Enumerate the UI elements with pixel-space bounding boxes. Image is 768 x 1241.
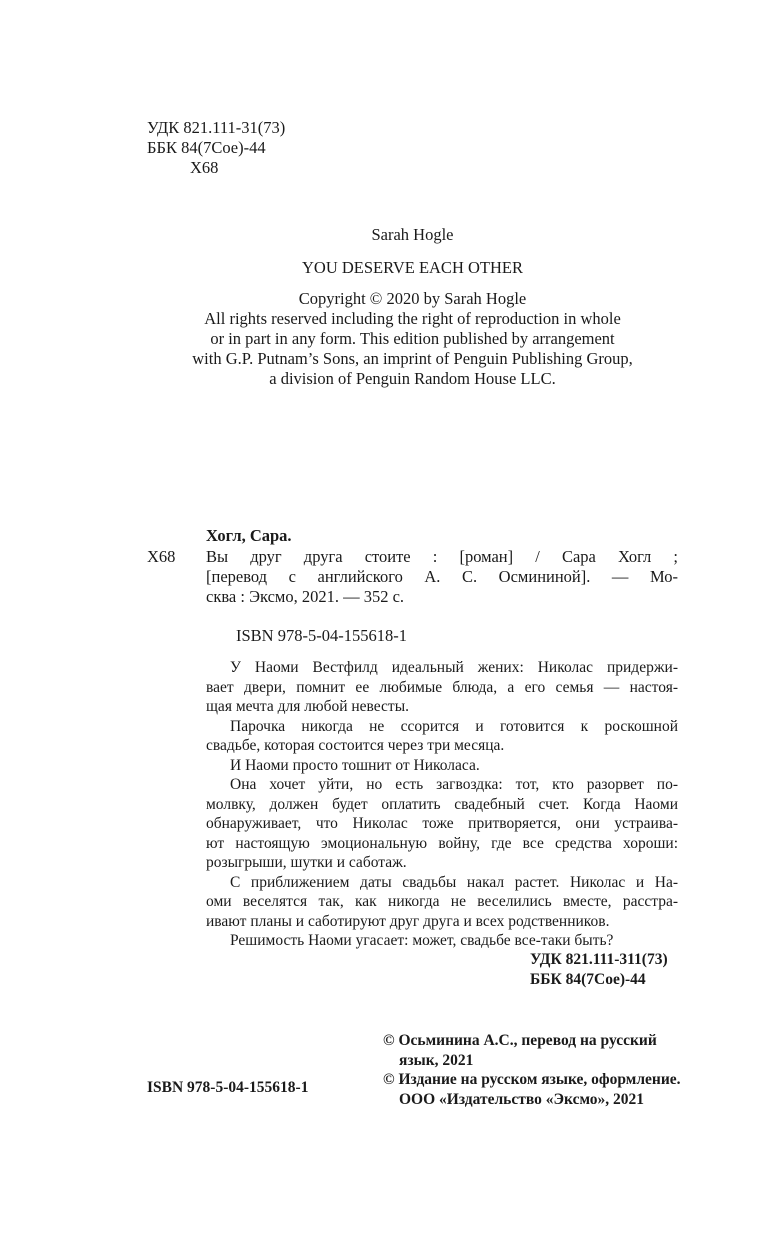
annotation-line: ивают планы и саботируют друг друга и всех родственников. <box>206 912 610 930</box>
copyright-line: with G.P. Putnam’s Sons, an imprint of Penguin Publishing Group, <box>192 349 633 368</box>
original-author: Sarah Hogle <box>371 225 454 244</box>
annotation-line: ют настоящую эмоциональную войну, где все средства хороши: <box>206 834 678 852</box>
annotation-paragraph <box>206 775 678 873</box>
catalog-author-mark: Х68 <box>147 547 176 566</box>
footer-copyright <box>383 1031 681 1109</box>
catalog-isbn: ISBN 978-5-04-155618-1 <box>236 626 407 645</box>
annotation-line: Она хочет уйти, но есть загвоздка: тот, кто разорвет по- <box>230 776 678 793</box>
bottom-classification <box>530 950 668 989</box>
annotation-line: свадьбе, которая состоится через три месяца. <box>206 737 505 754</box>
annotation-line: И Наоми просто тошнит от Николаса. <box>230 756 480 774</box>
annotation-line: Парочка никогда не ссорится и готовится к роскошной <box>230 717 678 735</box>
footer-copyright-line: ООО «Издательство «Эксмо», 2021 <box>399 1090 645 1108</box>
annotation-line: У Наоми Вестфилд идеальный жених: Николас придержи- <box>230 659 678 676</box>
original-title: YOU DESERVE EACH OTHER <box>302 258 523 277</box>
annotation-line: оми веселятся так, как никогда не веселились вместе, расстра- <box>206 893 678 910</box>
annotation-line: Решимость Наоми угасает: может, свадьбе все-таки быть? <box>230 932 614 949</box>
description-line: сква : Эксмо, 2021. — 352 с. <box>206 587 405 606</box>
annotation-line: розыгрыши, шутки и саботаж. <box>206 854 407 871</box>
bottom-bbk-code: ББК 84(7Сое)-44 <box>530 970 646 988</box>
annotation-line: обнаруживает, что Николас тоже притворяется, они устраива- <box>206 815 678 832</box>
description-line: Вы друг друга стоите : [роман] / Сара Хогл ; <box>206 547 678 566</box>
footer-isbn: ISBN 978-5-04-155618-1 <box>147 1079 309 1096</box>
footer-copyright-line: язык, 2021 <box>399 1051 474 1069</box>
copyright-line: Copyright © 2020 by Sarah Hogle <box>298 289 527 308</box>
copyright-line: a division of Penguin Random House LLC. <box>269 369 556 388</box>
annotation-line: С приближением даты свадьбы накал растет. Николас и На- <box>230 873 678 891</box>
copyright-notice <box>100 289 725 389</box>
annotation-line: вает двери, помнит ее любимые блюда, а его семья — настоя- <box>206 678 678 696</box>
footer-copyright-line: © Издание на русском языке, оформление. <box>383 1071 681 1088</box>
annotation-paragraph <box>206 658 678 717</box>
annotation-paragraph <box>206 717 678 756</box>
footer-copyright-line: © Осьминина А.С., перевод на русский <box>383 1032 657 1049</box>
bottom-udk-code: УДК 821.111-311(73) <box>530 951 668 968</box>
annotation-line: молвку, должен будет оплатить свадебный счет. Когда Наоми <box>206 795 678 813</box>
annotation <box>206 658 678 951</box>
annotation-paragraph <box>206 873 678 932</box>
copyright-line: All rights reserved including the right of reproduction in whole <box>204 309 621 328</box>
copyright-line: or in part in any form. This edition published by arrangement <box>210 329 615 348</box>
annotation-paragraph <box>206 931 678 951</box>
classification-block <box>147 118 285 178</box>
catalog-description <box>206 547 678 607</box>
annotation-paragraph <box>206 756 678 776</box>
bbk-code: ББК 84(7Сое)-44 <box>147 138 266 157</box>
description-line: [перевод с английского А. С. Осмининой]. — Мо- <box>206 567 678 586</box>
catalog-heading: Хогл, Сара. <box>206 526 292 545</box>
author-mark: Х68 <box>190 158 219 177</box>
udk-code: УДК 821.111-31(73) <box>147 118 286 137</box>
original-edition-block <box>100 225 725 389</box>
annotation-line: щая мечта для любой невесты. <box>206 698 409 715</box>
